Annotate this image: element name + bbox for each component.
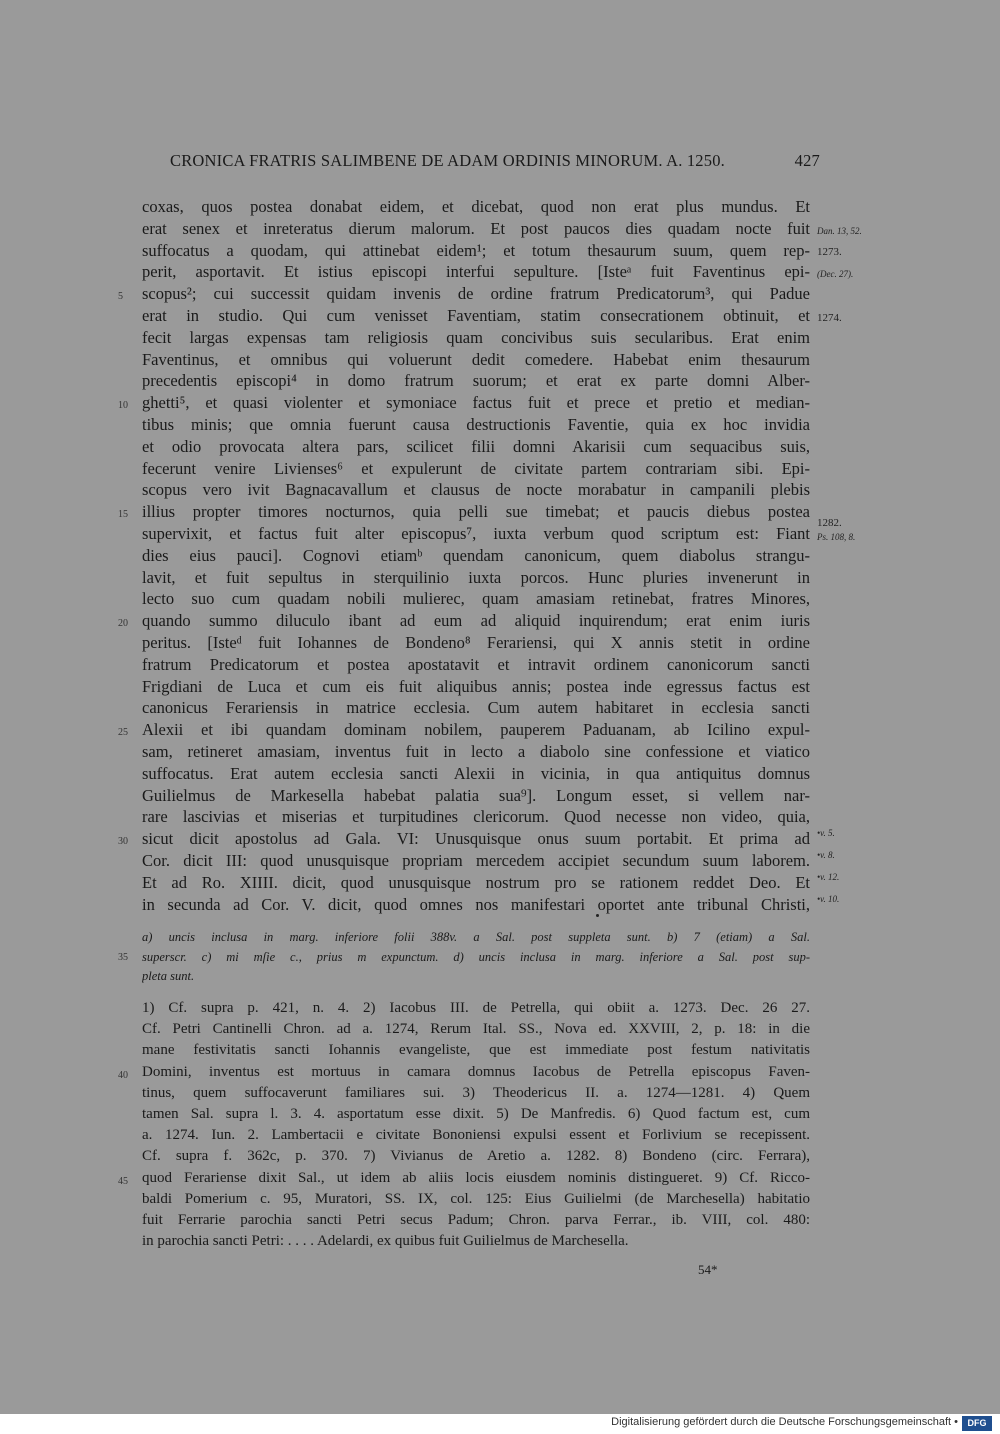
text-line: tibus minis; que omnia fuerunt causa destructionis Faventie, quia ex hoc invidia xyxy=(142,414,810,434)
text-line: peritus. [Isteᵈ fuit Iohannes de Bondeno⁸ Ferariensi, qui X annis stetit in ordine xyxy=(142,632,810,652)
line-number: 30 xyxy=(118,836,128,847)
margin-note: 1282. xyxy=(817,517,842,529)
text-line: lavit, et fuit sepultus in sterquilinio iuxta porcos. Hunc pluries invenerunt in xyxy=(142,567,810,587)
text-line: fecit largas expensas tam religiosis quam concivibus suis secularibus. Erat enim xyxy=(142,327,810,347)
text-line: suffocatus. Erat autem ecclesia sancti Alexii in vicinia, in qua antiquitus domnus xyxy=(142,763,810,783)
text-line: Et ad Ro. XIIII. dicit, quod unusquisque nostrum pro se rationem reddet Deo. Et xyxy=(142,872,810,892)
footnote-line: tamen Sal. supra l. 3. 4. asportatum esse dixit. 5) De Manfredis. 6) Quod factum est, cum xyxy=(142,1105,810,1122)
text-line: rare lascivias et miserias et turpitudines clericorum. Quod necesse non video, quia, xyxy=(142,807,810,827)
margin-note: •v. 5. xyxy=(817,828,835,838)
text-line: Alexii et ibi quandam dominam nobilem, pauperem Paduanam, ab Icilino expul- xyxy=(142,720,810,740)
page-number: 427 xyxy=(794,151,820,170)
text-line: erat in studio. Qui cum venisset Faventiam, statim consecrationem obtinuit, et xyxy=(142,305,810,325)
footnote-line: mane festivitatis sancti Iohannis evangeliste, que est immediate post festum nativitatis xyxy=(142,1042,810,1059)
text-line: illius propter timores nocturnos, quia pelli sue timebat; et paucis diebus postea xyxy=(142,502,810,522)
margin-note: •v. 8. xyxy=(817,850,835,860)
footnote-line: 1) Cf. supra p. 421, n. 4. 2) Iacobus III. de Petrella, qui obiit a. 1273. Dec. 26 27. xyxy=(142,1000,810,1016)
margin-note: 1273. xyxy=(817,246,842,258)
line-number: 25 xyxy=(118,727,128,738)
footnote-line: baldi Pomerium c. 95, Muratori, SS. IX, col. 125: Eius Guilielmi (de Marchesella) habitatio xyxy=(142,1190,810,1207)
line-number: 10 xyxy=(118,400,128,411)
critical-apparatus xyxy=(142,928,810,987)
text-line: perit, asportavit. Et istius episcopi interfui sepulture. [Isteᵃ fuit Faventinus epi- xyxy=(142,262,810,282)
text-line: scopus vero ivit Bagnacavallum et clausus de nocte morabatur in campanili plebis xyxy=(142,480,810,500)
apparatus-line: a) uncis inclusa in marg. inferiore folii 388v. a Sal. post suppleta sunt. b) 7 (etiam) a Sal. xyxy=(142,930,810,944)
line-number: 45 xyxy=(118,1176,128,1187)
footer-bar xyxy=(0,1414,1000,1434)
text-line: dies eius pauci]. Cognovi etiamᵇ quendam canonicum, quem diabolus strangu- xyxy=(142,545,810,565)
footnote-line: Cf. Petri Cantinelli Chron. ad a. 1274, Rerum Ital. SS., Nova ed. XXVIII, 2, p. 18: in die xyxy=(142,1021,810,1038)
margin-note: •v. 12. xyxy=(817,872,840,882)
text-line: canonicus Ferariensis in matrice ecclesia. Cum autem habitaret in ecclesia sancti xyxy=(142,698,810,718)
text-line: supervixit, et factus fuit alter episcopus⁷, iuxta verbum quod scriptum est: Fiant xyxy=(142,523,810,543)
running-title: CRONICA FRATRIS SALIMBENE DE ADAM ORDINIS MINORUM. A. 1250. xyxy=(170,151,725,170)
text-line: in secunda ad Cor. V. dicit, quod omnes nos manifestari oportet ante tribunal Christi, xyxy=(142,894,810,914)
margin-note: (Dec. 27). xyxy=(817,269,854,279)
running-header xyxy=(170,151,820,175)
line-number: 40 xyxy=(118,1070,128,1081)
text-line: fecerunt venire Livienses⁶ et expulerunt de civitate partem contrariam sibi. Epi- xyxy=(142,458,810,478)
footnote-line: fuit Ferrarie parochia sancti Petri secus Padum; Chron. parva Ferrar., ib. VIII, col. 480: xyxy=(142,1211,810,1228)
text-line: quando summo diluculo ibant ad eum ad aliquid inquirendum; erat enim iuris xyxy=(142,611,810,631)
text-line: scopus²; cui successit quidam invenis de ordine fratrum Predicatorum³, qui Padue xyxy=(142,284,810,304)
text-line: suffocatus a quodam, qui attinebat eidem¹; et totum thesaurum suum, quem rep- xyxy=(142,240,810,260)
margin-note: 1274. xyxy=(817,312,842,324)
footnote-line: quod Ferаriense dixit Sal., ut idem ab aliis locis eiusdem nominis distingueret. 9) Cf. Ricco- xyxy=(142,1169,810,1186)
margin-note: Ps. 108, 8. xyxy=(817,532,856,542)
text-line: sicut dicit apostolus ad Gala. VI: Unusquisque onus suum portabit. Et prima ad xyxy=(142,829,810,849)
footnote-line: in parochia sancti Petri: . . . . Adelardi, ex quibus fuit Guilielmus de Marchesella. xyxy=(142,1233,629,1250)
text-line: Frigdiani de Luca et cum eis fuit aliquibus annis; postea inde egressus factus est xyxy=(142,676,810,696)
line-number: 20 xyxy=(118,618,128,629)
footnote-line: a. 1274. Iun. 2. Lambertacii e civitate Bononiensi expulsi essent et Forlivium se recepissent. xyxy=(142,1127,810,1144)
footnote-line: tinus, quem suffocaverunt familiares sui. 3) Theodericus II. a. 1274—1281. 4) Quem xyxy=(142,1084,810,1101)
line-number: 35 xyxy=(118,952,128,963)
signature-mark: 54* xyxy=(698,1262,718,1277)
apparatus-line: superscr. c) mi mſie c., prius m expunctum. d) uncis inclusa in marg. inferiore a Sal. post sup- xyxy=(142,949,810,964)
text-line: lecto suo cum quadam nobili mulierec, quam amasiam retinebat, fratres Minores, xyxy=(142,589,810,609)
line-number: 15 xyxy=(118,509,128,520)
text-line: Guilielmus de Markesella habebat palatia sua⁹]. Longum esset, si vellem nar- xyxy=(142,785,810,805)
margin-note: •v. 10. xyxy=(817,894,840,904)
footnotes xyxy=(142,998,810,1252)
funding-credit: Digitalisierung gefördert durch die Deutsche Forschungsgemeinschaft • xyxy=(611,1416,958,1428)
footnote-line: Domini, inventus est mortuus in camara domnus Iacobus de Petrella episcopus Faven- xyxy=(142,1063,810,1080)
text-line: precedentis episcopi⁴ in domo fratrum suorum; et erat ex parte domni Alber- xyxy=(142,371,810,391)
text-line: coxas, quos postea donabat eidem, et dicebat, quod non erat plus mundus. Et xyxy=(142,197,810,216)
text-line: Cor. dicit III: quod unusquisque propriam mercedem accipiet secundum suum laborem. xyxy=(142,850,810,870)
separator-dot xyxy=(596,914,599,917)
text-line: et odio provocata altera pars, scilicet filii domni Akarisii cum sequacibus suis, xyxy=(142,436,810,456)
text-line: Faventinus, et omnibus qui voluerunt dedit comedere. Habebat enim thesaurum xyxy=(142,349,810,369)
text-line: fratrum Predicatorum et postea apostatavit et intravit ordinem canonicorum sancti xyxy=(142,654,810,674)
margin-note: Dan. 13, 52. xyxy=(817,226,862,236)
text-line: erat senex et inreteratus dierum malorum. Et post paucos dies quadam nocte fuit xyxy=(142,218,810,238)
text-line: sam, retineret amasiam, inventus fuit in lecto a diabolo sine confessione et viatico xyxy=(142,741,810,761)
line-number: 5 xyxy=(118,291,123,302)
dfg-logo: DFG xyxy=(962,1416,992,1431)
main-text xyxy=(142,196,810,915)
footnote-line: Cf. supra f. 362c, p. 370. 7) Vivianus de Aretio a. 1282. 8) Bondeno (circ. Ferrara), xyxy=(142,1148,810,1165)
text-line: ghetti⁵, et quasi violenter et symoniace factus fuit et prece et pretio et median- xyxy=(142,393,810,413)
apparatus-line: pleta sunt. xyxy=(142,969,195,983)
